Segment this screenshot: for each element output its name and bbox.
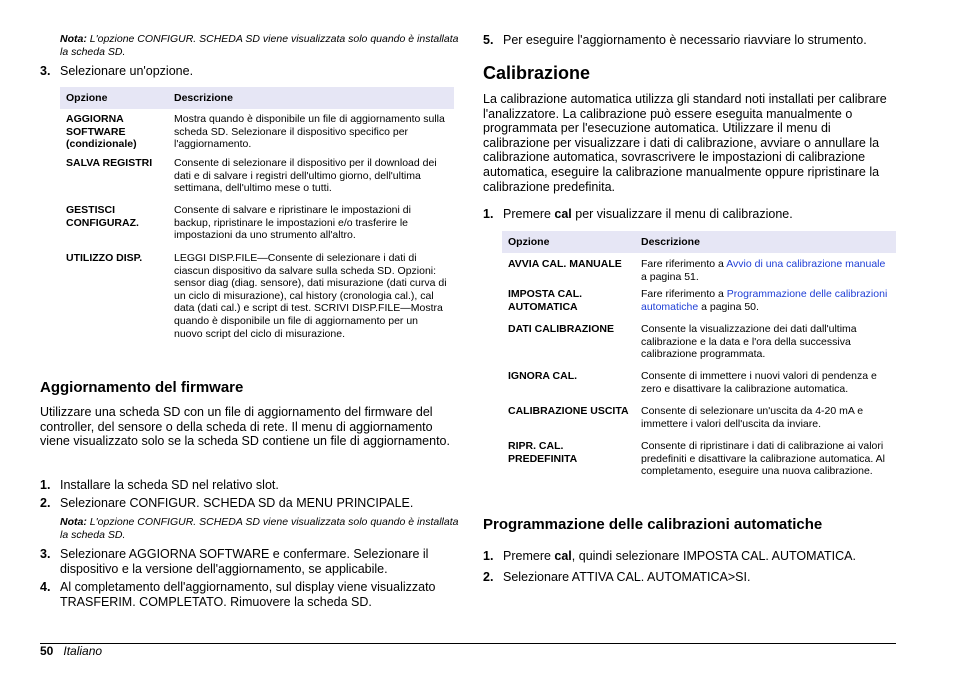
step-text-part: , quindi selezionare IMPOSTA CAL. AUTOMATICA. bbox=[571, 549, 856, 563]
firmware-step bbox=[40, 580, 454, 610]
note-sd-card bbox=[60, 33, 460, 58]
description-cell: Consente di selezionare il dispositivo per il download dei dati e di salvare i registri dell'ultimo giorno, dell'ultima settimana, dell'ultimo mese o tutti. bbox=[174, 157, 437, 195]
step-restart bbox=[483, 33, 896, 48]
step-text bbox=[503, 207, 896, 222]
calibration-step bbox=[483, 207, 896, 222]
description-cell: Consente di selezionare un'uscita da 4-20 mA e immettere i valori dell'uscita da inviare. bbox=[641, 405, 864, 430]
description-text: a pagina 51. bbox=[641, 270, 699, 283]
description-cell bbox=[635, 288, 896, 323]
step-number: 3. bbox=[40, 64, 51, 78]
step-text-part: Premere bbox=[503, 549, 555, 563]
column-header: Opzione bbox=[60, 87, 168, 109]
option-cell: SALVA REGISTRI bbox=[66, 157, 153, 169]
option-cell: AGGIORNA SOFTWARE (condizionale) bbox=[66, 113, 137, 151]
description-cell: Consente di ripristinare i dati di calibrazione ai valori predefiniti e disattivare la calibrazione automatica. Al completamento, eseguire una nuova calibrazione. bbox=[641, 440, 885, 478]
page-number: 50 bbox=[40, 644, 54, 658]
option-cell: CALIBRAZIONE USCITA bbox=[508, 405, 629, 417]
option-cell: DATI CALIBRAZIONE bbox=[508, 323, 614, 335]
note-text: L'opzione CONFIGUR. SCHEDA SD viene visualizzata solo quando è installata la scheda SD. bbox=[60, 33, 459, 58]
auto-calibration-link[interactable]: Programmazione delle calibrazioni automatiche bbox=[641, 288, 888, 313]
step-text: Installare la scheda SD nel relativo slot. bbox=[60, 478, 279, 492]
firmware-intro: Utilizzare una scheda SD con un file di aggiornamento del firmware del controller, del sensore o della scheda di rete. Il menu di aggiornamento viene visualizzato solo se la scheda SD contiene un file di aggiornamento. bbox=[40, 405, 450, 449]
option-cell: IGNORA CAL. bbox=[508, 370, 578, 382]
step-text: Al completamento dell'aggiornamento, sul display viene visualizzato TRASFERIM. COMPLETATO. Rimuovere la scheda SD. bbox=[60, 580, 436, 609]
table-row bbox=[60, 109, 454, 157]
column-header: Descrizione bbox=[168, 87, 454, 109]
firmware-step bbox=[40, 547, 454, 577]
note-text: L'opzione CONFIGUR. SCHEDA SD viene visualizzata solo quando è installata la scheda SD. bbox=[60, 516, 459, 541]
page-footer bbox=[40, 644, 102, 658]
table-row bbox=[502, 405, 896, 440]
step-text-part: Premere bbox=[503, 207, 555, 221]
step-text: Selezionare un'opzione. bbox=[60, 64, 194, 78]
manual-calibration-link[interactable]: Avvio di una calibrazione manuale bbox=[726, 258, 886, 270]
column-header: Opzione bbox=[502, 231, 635, 253]
table-row bbox=[502, 288, 896, 323]
table-row bbox=[502, 440, 896, 496]
sd-options-table bbox=[60, 87, 454, 352]
step-number: 1. bbox=[483, 549, 494, 563]
table-row bbox=[60, 157, 454, 204]
option-cell: IMPOSTA CAL. AUTOMATICA bbox=[508, 288, 583, 313]
description-cell: Consente di salvare e ripristinare le impostazioni di backup, ripristinare le impostazioni e/o trasferire le impostazioni da uno strumento all'altro. bbox=[174, 204, 411, 242]
table-header-row bbox=[502, 231, 896, 253]
step-number: 3. bbox=[40, 547, 51, 561]
column-header: Descrizione bbox=[635, 231, 896, 253]
option-cell: GESTISCI CONFIGURAZ. bbox=[66, 204, 139, 229]
table-row bbox=[60, 252, 454, 352]
auto-calibration-step bbox=[483, 549, 896, 564]
description-text: Fare riferimento a bbox=[641, 258, 727, 270]
description-text: Fare riferimento a bbox=[641, 288, 727, 300]
step-number: 4. bbox=[40, 580, 51, 594]
table-row bbox=[60, 204, 454, 252]
calibration-options-table bbox=[502, 231, 896, 496]
description-cell: Mostra quando è disponibile un file di aggiornamento sulla scheda SD. Selezionare il dispositivo specifico per l'aggiornamento. bbox=[174, 113, 445, 151]
step-text: Per eseguire l'aggiornamento è necessario riavviare lo strumento. bbox=[503, 33, 867, 47]
footer-divider bbox=[40, 643, 896, 644]
calibration-heading: Calibrazione bbox=[483, 63, 591, 83]
description-cell bbox=[635, 253, 896, 288]
note-sd-card bbox=[60, 516, 460, 541]
step-number: 1. bbox=[483, 207, 494, 221]
step-select-option bbox=[40, 64, 454, 79]
footer-language: Italiano bbox=[63, 644, 103, 658]
calibration-intro: La calibrazione automatica utilizza gli standard noti installati per calibrare l'analizzatore. La calibrazione può essere eseguita manualmente o programmata per l'esecuzione automatica. Utilizzare il menu di calibrazione per visualizzare i dati di calibrazione, avviare o annullare la calibrazione automatica, sovrascrivere le impostazioni di calibrazione automatica, eseguire la calibrazione manualmente oppure ripristinare la calibrazione predefinita. bbox=[483, 92, 887, 194]
step-text: Selezionare CONFIGUR. SCHEDA SD da MENU PRINCIPALE. bbox=[60, 496, 414, 510]
step-number: 2. bbox=[483, 570, 494, 584]
auto-calibration-step bbox=[483, 570, 896, 585]
table-row bbox=[502, 323, 896, 370]
description-cell: Consente di immettere i nuovi valori di pendenza e zero e disattivare la calibrazione automatica. bbox=[641, 370, 877, 395]
auto-calibration-heading: Programmazione delle calibrazioni automatiche bbox=[483, 516, 823, 533]
option-cell: AVVIA CAL. MANUALE bbox=[508, 258, 622, 270]
note-label: Nota: bbox=[60, 516, 87, 528]
option-cell: UTILIZZO DISP. bbox=[66, 252, 143, 264]
description-cell: Consente la visualizzazione dei dati dall'ultima calibrazione e la data e l'ora della successiva calibrazione programmata. bbox=[641, 323, 857, 361]
step-text: Selezionare AGGIORNA SOFTWARE e confermare. Selezionare il dispositivo e la versione dell'aggiornamento, se applicabile. bbox=[60, 547, 429, 576]
table-header-row bbox=[60, 87, 454, 109]
description-text: a pagina 50. bbox=[698, 300, 759, 313]
step-text-part: per visualizzare il menu di calibrazione. bbox=[571, 207, 793, 221]
step-number: 2. bbox=[40, 496, 51, 510]
option-cell: RIPR. CAL. PREDEFINITA bbox=[508, 440, 578, 465]
description-cell: LEGGI DISP.FILE—Consente di selezionare i dati di ciascun dispositivo da salvare sulla scheda SD. Opzioni: sensor diag (diag. sensore), dati misurazione (dati curva di un ciclo di misurazione), cal history (cronologia cal.), cal data (dati cal.) e script di test. SCRIVI DISP.FILE—Mostra quando è disponibile un file di aggiornamento per un nuovo script del ciclo di misurazione. bbox=[174, 252, 447, 340]
cal-key: cal bbox=[554, 549, 572, 563]
table-row bbox=[502, 370, 896, 405]
step-number: 5. bbox=[483, 33, 494, 47]
step-text bbox=[503, 549, 896, 564]
cal-key: cal bbox=[554, 207, 572, 221]
table-row bbox=[502, 253, 896, 288]
firmware-step bbox=[40, 478, 454, 493]
firmware-step bbox=[40, 496, 454, 511]
step-number: 1. bbox=[40, 478, 51, 492]
note-label: Nota: bbox=[60, 33, 87, 45]
firmware-heading: Aggiornamento del firmware bbox=[40, 379, 244, 396]
step-text: Selezionare ATTIVA CAL. AUTOMATICA>SI. bbox=[503, 570, 751, 584]
